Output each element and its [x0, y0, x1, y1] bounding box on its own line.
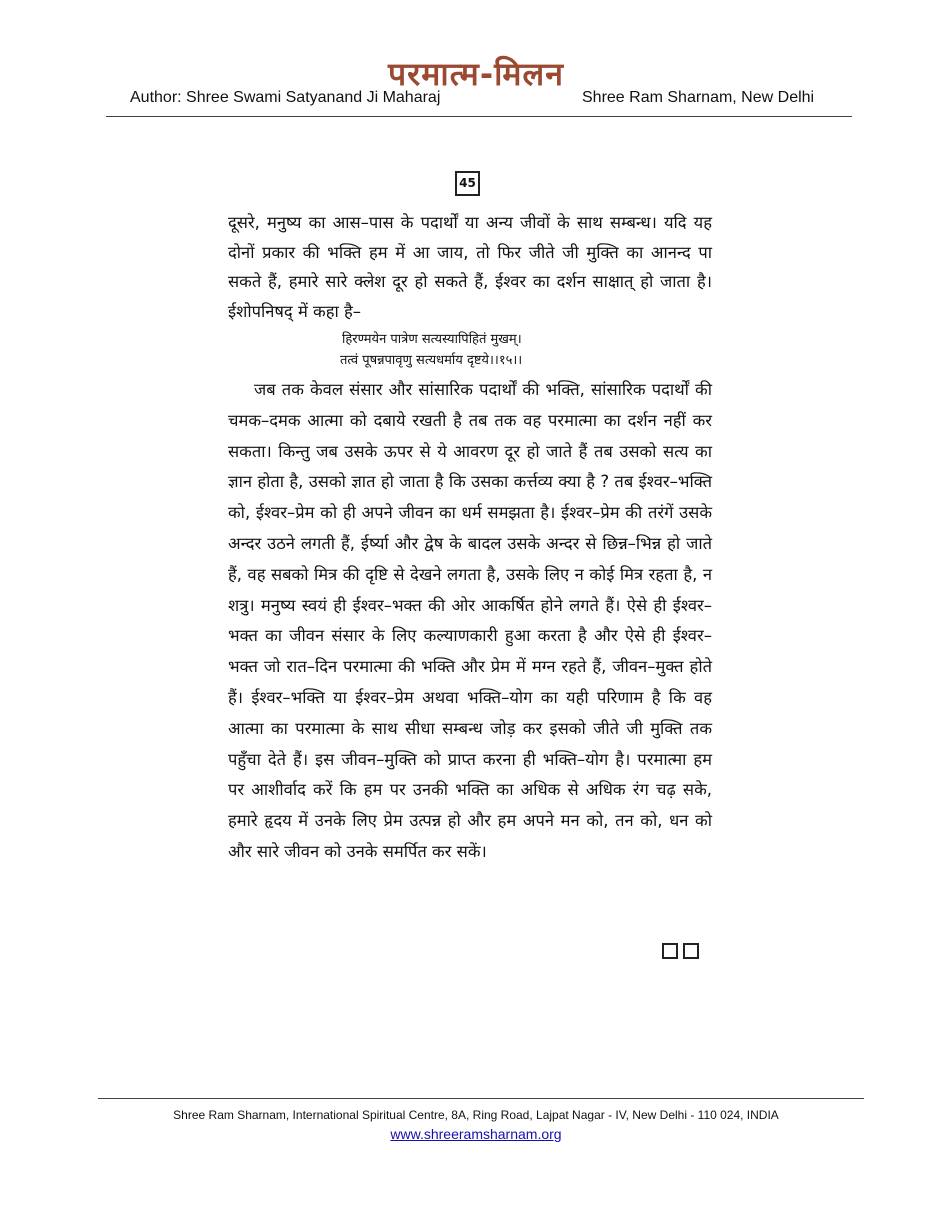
end-box-icon [683, 943, 699, 959]
book-title: परमात्म-मिलन [388, 55, 564, 93]
footer-address: Shree Ram Sharnam, International Spiritual Centre, 8A, Ring Road, Lajpat Nagar - IV, New Delhi - 110 024, INDIA [173, 1108, 779, 1122]
author-line: Author: Shree Swami Satyanand Ji Maharaj [130, 89, 441, 106]
paragraph-1: दूसरे, मनुष्य का आस–पास के पदार्थों या अन्य जीवों के साथ सम्बन्ध। यदि यह दोनों प्रकार की भक्ति हम में आ जाय, तो फिर जीते जी मुक्ति का आनन्द पा सकते हैं, हमारे सारे क्लेश दूर हो सकते हैं, ईश्वर का दर्शन साक्षात् हो जाता है। ईशोपनिषद् में कहा है– [228, 213, 712, 321]
website-link[interactable]: www.shreeramsharnam.org [390, 1126, 562, 1142]
header-divider [106, 116, 852, 117]
shloka-line-2: तत्वं पूषन्नपावृणु सत्यधर्माय दृष्टये।।१५।। [340, 353, 523, 368]
publisher-line: Shree Ram Sharnam, New Delhi [582, 89, 815, 106]
end-marker [662, 943, 699, 959]
page-number: 45 [455, 171, 480, 196]
paragraph-2: जब तक केवल संसार और सांसारिक पदार्थों की भक्ति, सांसारिक पदार्थों की चमक–दमक आत्मा को दबाये रखती है तब तक वह परमात्मा का दर्शन नहीं कर सकता। किन्तु जब उसके ऊपर से ये आवरण दूर हो जाते हैं तब उसको सत्य का ज्ञान होता है, उसको ज्ञात हो जाता है कि उसका कर्त्तव्य क्या है ? तब ईश्वर–भक्ति को, ईश्वर–प्रेम को ही अपने जीवन का धर्म समझता है। ईश्वर–प्रेम की तरंगें उसके अन्दर उठने लगती हैं, ईर्ष्या और द्वेष के बादल उसके अन्दर से छिन्न–भिन्न हो जाते हैं, वह सबको मित्र की दृष्टि से देखने लगता है, उसके लिए न कोई मित्र रहता है, न शत्रु। मनुष्य स्वयं ही ईश्वर–भक्त की ओर आकर्षित होने लगते हैं। ऐसे ही ईश्वर–भक्त का जीवन संसार के लिए कल्याणकारी हुआ करता है और ऐसे ही ईश्वर–भक्त जो रात–दिन परमात्मा की भक्ति और प्रेम में मग्न रहते हैं, जीवन–मुक्त होते हैं। ईश्वर–भक्ति या ईश्वर–प्रेम अथवा भक्ति–योग का यही परिणाम है कि वह आत्मा का परमात्मा के साथ सीधा सम्बन्ध जोड़ कर इसको जीते जी मुक्ति तक पहुँचा देते हैं। इस जीवन–मुक्ति को प्राप्त करना ही भक्ति–योग है। परमात्मा हम पर आशीर्वाद करें कि हम पर उनकी भक्ति का अधिक से अधिक रंग चढ़ सके, हमारे हृदय में उनके लिए प्रेम उत्पन्न हो और हम अपने मन को, तन को, धन को और सारे जीवन को उनके समर्पित कर सकें। [228, 380, 712, 861]
end-box-icon [662, 943, 678, 959]
shloka-line-1: हिरण्मयेन पात्रेण सत्यस्यापिहितं मुखम्। [342, 332, 522, 347]
footer-divider [98, 1098, 864, 1099]
